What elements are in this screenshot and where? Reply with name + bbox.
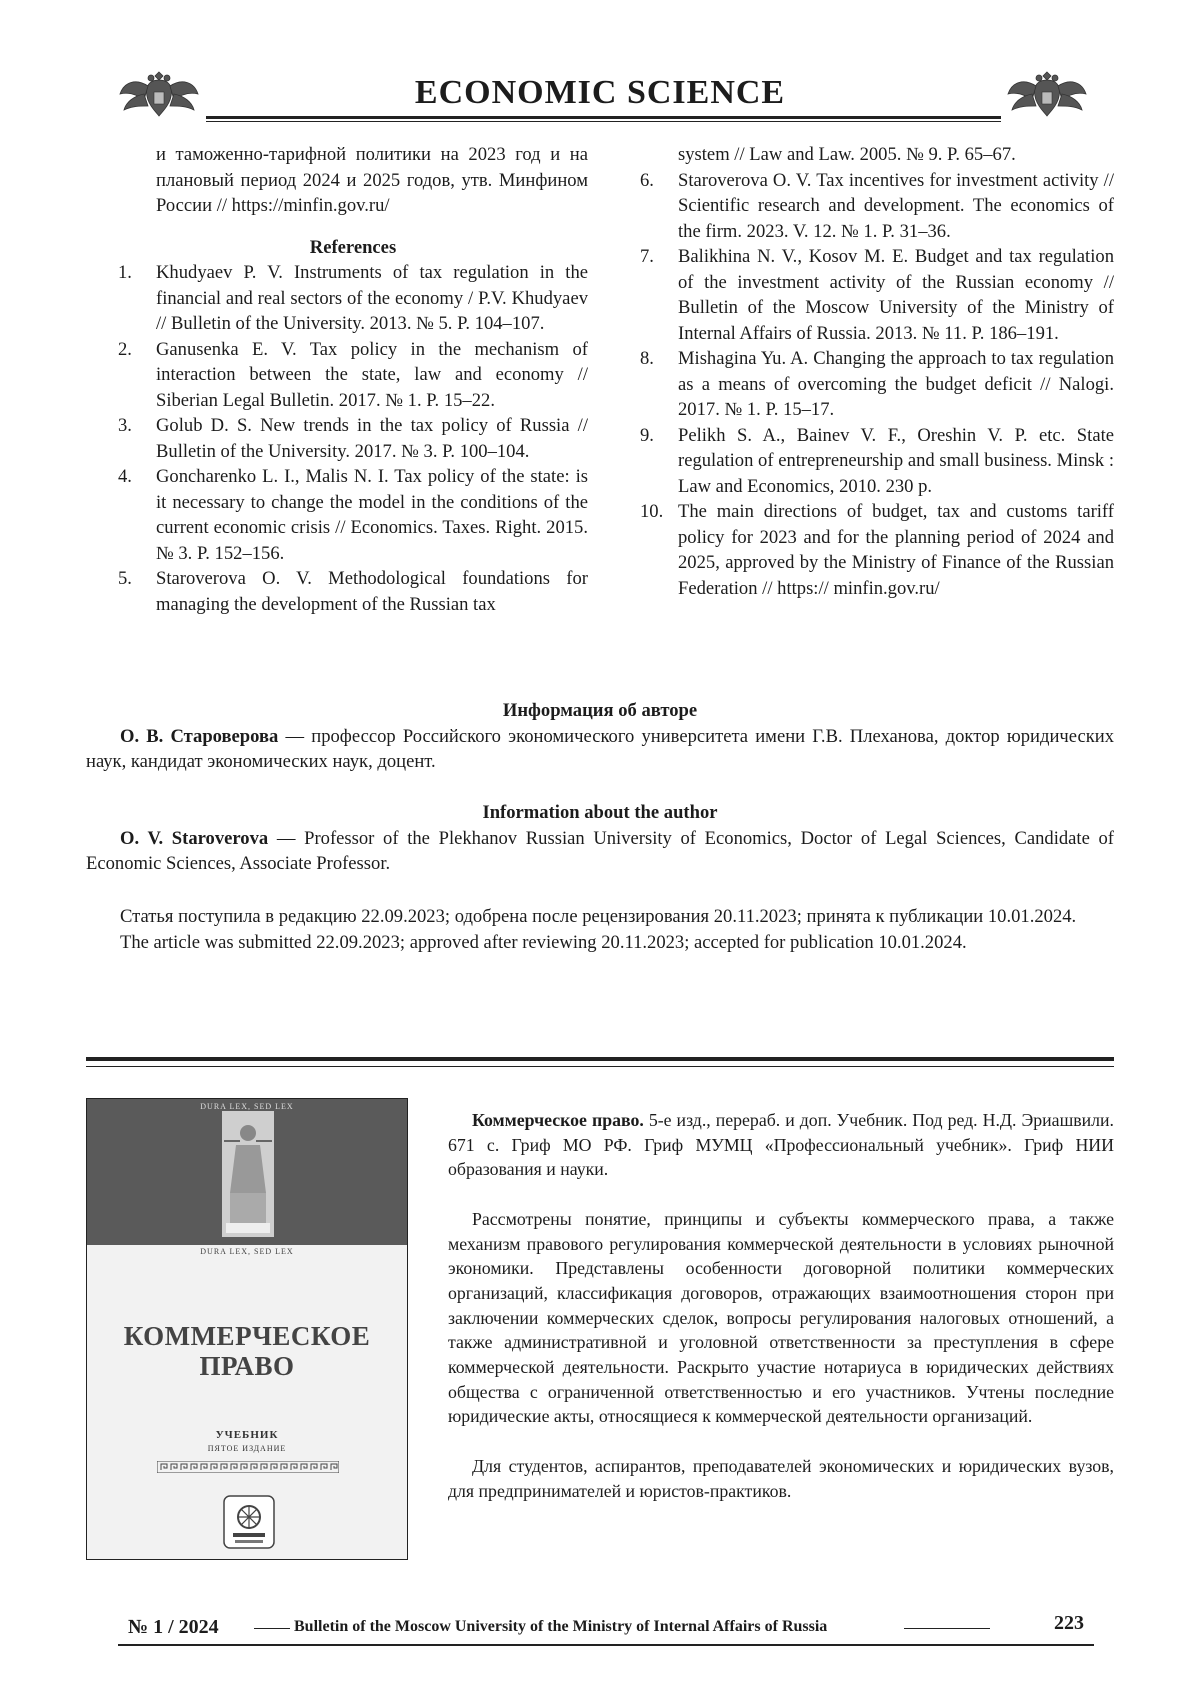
cover-title: КОММЕРЧЕСКОЕ ПРАВО	[123, 1321, 371, 1381]
author-name-en: O. V. Staroverova	[120, 827, 269, 849]
book-summary: Рассмотрены понятие, принципы и субъекты коммерческого права, а также механизм правового регулирования коммерческой деятельности в условиях рыночной экономики. Представлены особенности договорной политики коммерческих организаций, классификация договоров, отражающих взаимоотношения сторон при заключении коммерческих сделок, вопросы регулирования налоговых отношений, а также административной и уголовной ответственности за преступления в сфере коммерческой деятельности. Раскрыто участие нотариуса в юридических действиях общества с ограниченной ответственностью и его участников. Учтены последние юридические акты, относящиеся к коммерческой деятельности организаций.	[448, 1208, 1114, 1427]
author-info-en-heading: Information about the author	[482, 802, 718, 823]
reference-item: 9. Pelikh S. A., Bainev V. F., Oreshin V. P. etc. State regulation of entrepreneurship and small business. Minsk : Law and Economics, 2010. 230 p.	[640, 424, 1114, 497]
section-divider	[86, 1057, 1114, 1067]
cover-motto-top: DURA LEX, SED LEX	[200, 1102, 294, 1111]
author-name-ru: О. В. Староверова	[120, 725, 279, 747]
header-rule	[206, 116, 1001, 122]
footer-dash	[254, 1628, 290, 1629]
reference-item: 1. Khudyaev P. V. Instruments of tax regulation in the financial and real sectors of the economy / P.V. Khudyaev // Bulletin of the University. 2013. № 5. P. 104–107.	[118, 262, 588, 334]
submission-dates	[86, 904, 1114, 955]
themis-statue-icon	[222, 1111, 274, 1237]
reference-item: 2. Ganusenka E. V. Tax policy in the mechanism of interaction between the state, law and economy // Siberian Legal Bulletin. 2017. № 1. P. 15–22.	[118, 338, 588, 411]
left-column	[118, 142, 588, 617]
page-footer	[128, 1612, 1084, 1646]
reference-item: 7. Balikhina N. V., Kosov M. E. Budget and tax regulation of the investment activity of the Russian economy // Bulletin of the Moscow University of the Ministry of Internal Affairs of Russia. 2013. № 11. P. 186–191.	[640, 246, 1114, 344]
author-info-ru	[86, 698, 1114, 775]
reference-item: 8. Mishagina Yu. A. Changing the approach to tax regulation as a means of overcoming the budget deficit // Nalogi. 2017. № 1. P. 15–17.	[640, 348, 1114, 420]
author-info-ru-text: О. В. Староверова — профессор Российского экономического университета имени Г.В. Плеханова, доктор юридических наук, кандидат экономических наук, доцент.	[86, 725, 1114, 772]
references-list-right	[640, 168, 1114, 602]
reference-item: 4. Goncharenko L. I., Malis N. I. Tax policy of the state: is it necessary to change the model in the conditions of the current economic crisis // Economics. Taxes. Right. 2015. № 3. P. 152–156.	[118, 466, 588, 564]
unity-publisher-logo-icon	[223, 1495, 275, 1549]
cover-edition: ПЯТОЕ ИЗДАНИЕ	[207, 1444, 287, 1453]
references-list-left	[118, 260, 588, 617]
reference-item: 10. The main directions of budget, tax and customs tariff policy for 2023 and for the planning period of 2024 and 2025, approved by the Ministry of Finance of the Russian Federation // https:// minfin.gov.ru/	[640, 501, 1114, 599]
book-title: Коммерческое право.	[472, 1110, 644, 1130]
footer-rule	[118, 1644, 1094, 1646]
right-column	[640, 142, 1114, 601]
journal-name: Bulletin of the Moscow University of the Ministry of Internal Affairs of Russia	[294, 1618, 828, 1635]
author-info-ru-heading: Информация об авторе	[502, 700, 698, 721]
reference-item: 6. Staroverova O. V. Tax incentives for investment activity // Scientific research and development. The economics of the firm. 2023. V. 12. № 1. P. 31–36.	[640, 169, 1114, 242]
author-info-en	[86, 800, 1114, 877]
page-number: 223	[1054, 1612, 1084, 1634]
references-heading: References	[309, 236, 397, 258]
book-announcement	[448, 1108, 1114, 1503]
dates-ru: Статья поступила в редакцию 22.09.2023; одобрена после рецензирования 20.11.2023; принята к публикации 10.01.2024.	[120, 906, 1077, 927]
dates-en: The article was submitted 22.09.2023; approved after reviewing 20.11.2023; accepted for publication 10.01.2024.	[120, 931, 967, 953]
reference-item: 5. Staroverova O. V. Methodological foundations for managing the development of the Russian tax	[118, 568, 588, 615]
intro-text: и таможенно-тарифной политики на 2023 год и на плановый период 2024 и 2025 годов, утв. Минфином России // https://minfin.gov.ru/	[156, 144, 588, 216]
book-cover-image	[86, 1098, 408, 1560]
footer-dash	[904, 1628, 990, 1629]
book-meta: Коммерческое право. 5-е изд., перераб. и доп. Учебник. Под ред. Н.Д. Эриашвили. 671 с. Гриф МО РФ. Гриф МУМЦ «Профессиональный учебник». Гриф НИИ образования и науки.	[448, 1110, 1115, 1180]
book-audience: Для студентов, аспирантов, преподавателей экономических и юридических вузов, для предпринимателей и юристов-практиков.	[448, 1455, 1114, 1501]
cover-subtitle: УЧЕБНИК	[215, 1429, 279, 1441]
cover-motto-bottom: DURA LEX, SED LEX	[200, 1247, 294, 1256]
reference-continuation: system // Law and Law. 2005. № 9. P. 65–67.	[678, 144, 1016, 165]
author-info-en-text: O. V. Staroverova — Professor of the Plekhanov Russian University of Economics, Doctor of Legal Sciences, Candidate of Economic Sciences, Associate Professor.	[86, 827, 1114, 874]
greek-key-ornament-icon	[157, 1461, 339, 1473]
journal-section-title: ECONOMIC SCIENCE	[414, 74, 786, 111]
reference-item: 3. Golub D. S. New trends in the tax policy of Russia // Bulletin of the University. 2017. № 3. P. 100–104.	[118, 415, 588, 462]
double-headed-eagle-icon	[1006, 66, 1088, 122]
issue-number: № 1 / 2024	[128, 1616, 219, 1638]
